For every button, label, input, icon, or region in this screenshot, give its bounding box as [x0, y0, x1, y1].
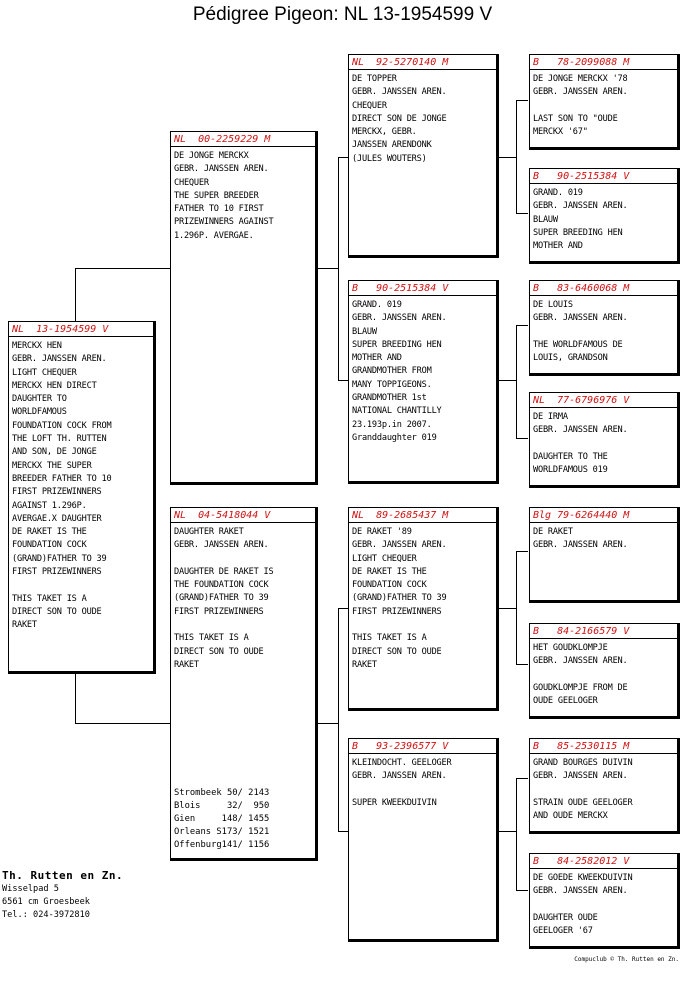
race-result-row — [174, 800, 269, 813]
pigeon-card-great-grandparent-5 — [529, 507, 680, 603]
ring-number: B 90-2515384 V — [349, 282, 496, 296]
pigeon-card-great-grandparent-8 — [529, 853, 680, 949]
connector-line — [75, 268, 171, 269]
ring-number: B 84-2166579 V — [530, 625, 677, 639]
owner-info — [2, 868, 123, 922]
pigeon-description: DE IRMA GEBR. JANSSEN AREN. DAUGHTER TO THE WORLDFAMOUS 019 — [533, 412, 628, 476]
owner-city: 6561 cm Groesbeek — [2, 897, 90, 907]
pigeon-card-grandparent-3 — [348, 507, 499, 711]
ring-number: NL 77-6796976 V — [530, 394, 677, 408]
connector-line — [338, 608, 339, 831]
pigeon-card-sire — [170, 131, 318, 485]
race-result-row — [174, 813, 269, 826]
pigeon-description: DE JONGE MERCKX '78 GEBR. JANSSEN AREN. LAST SON TO "OUDE MERCKX '67" — [533, 74, 628, 138]
ring-number: B 78-2099088 M — [530, 56, 677, 70]
connector-line — [516, 778, 528, 779]
connector-line — [338, 157, 339, 380]
connector-line — [75, 268, 76, 322]
ring-number: B 84-2582012 V — [530, 855, 677, 869]
race-result: 32/ 950 — [221, 801, 270, 811]
race-result-row — [174, 826, 269, 839]
owner-phone: Tel.: 024-3972810 — [2, 910, 90, 920]
pigeon-description: GRAND BOURGES DUIVIN GEBR. JANSSEN AREN. STRAIN OUDE GEELOGER AND OUDE MERCKX — [533, 758, 633, 822]
race-result: 148/ 1455 — [221, 814, 270, 824]
ring-number: B 85-2530115 M — [530, 740, 677, 754]
race-result-row — [174, 839, 269, 852]
connector-line — [497, 608, 516, 609]
pigeon-description: DE JONGE MERCKX GEBR. JANSSEN AREN. CHEQUER THE SUPER BREEDER FATHER TO 10 FIRST PRIZEWINNERS AGAINST 1.296P. AVERGAE. — [174, 151, 274, 241]
connector-line — [497, 831, 516, 832]
pigeon-description: HET GOUDKLOMPJE GEBR. JANSSEN AREN. GOUDKLOMPJE FROM DE OUDE GEELOGER — [533, 643, 628, 707]
pigeon-description: MERCKX HEN GEBR. JANSSEN AREN. LIGHT CHEQUER MERCKX HEN DIRECT DAUGHTER TO WORLDFAMOUS FOUNDATION COCK FROM THE LOFT TH. RUTTEN AND SON, DE JONGE MERCKX THE SUPER BREEDER FATHER TO 10 FIRST PRIZEWINNERS AGAINST 1.296P. AVERGAE.X DAUGHTER DE RAKET IS THE FOUNDATION COCK (GRAND)FATHER TO 39 FIRST PRIZEWINNERS THIS TAKET IS A DIRECT SON TO OUDE RAKET — [12, 341, 112, 631]
race-result-row — [174, 787, 269, 800]
pigeon-card-great-grandparent-4 — [529, 392, 680, 488]
pigeon-card-grandparent-1 — [348, 54, 499, 258]
connector-line — [516, 438, 528, 439]
connector-line — [516, 325, 528, 326]
connector-line — [516, 325, 517, 438]
pigeon-description: DE LOUIS GEBR. JANSSEN AREN. THE WORLDFAMOUS DE LOUIS, GRANDSON — [533, 300, 628, 364]
ring-number: NL 89-2685437 M — [349, 509, 496, 523]
pigeon-card-great-grandparent-2 — [529, 168, 680, 264]
pigeon-description: DE RAKET '89 GEBR. JANSSEN AREN. LIGHT CHEQUER DE RAKET IS THE FOUNDATION COCK (GRAND)FATHER TO 39 FIRST PRIZEWINNERS THIS TAKET IS A DIRECT SON TO OUDE RAKET — [352, 527, 447, 670]
ring-number: B 93-2396577 V — [349, 740, 496, 754]
connector-line — [516, 551, 528, 552]
ring-number: NL 92-5270140 M — [349, 56, 496, 70]
connector-line — [497, 157, 516, 158]
ring-number: NL 13-1954599 V — [9, 323, 153, 337]
connector-line — [516, 100, 528, 101]
pigeon-description: DE GOEDE KWEEKDUIVIN GEBR. JANSSEN AREN. DAUGHTER OUDE GEELOGER '67 — [533, 873, 633, 937]
footer-credit: Compuclub © Th. Rutten en Zn. — [574, 956, 679, 963]
owner-street: Wisselpad 5 — [2, 884, 59, 894]
pigeon-description: GRAND. 019 GEBR. JANSSEN AREN. BLAUW SUPER BREEDING HEN MOTHER AND — [533, 188, 628, 252]
pigeon-card-grandparent-2 — [348, 280, 499, 484]
ring-number: NL 00-2259229 M — [171, 133, 315, 147]
pigeon-description: DE RAKET GEBR. JANSSEN AREN. — [533, 527, 628, 551]
pigeon-card-subject — [8, 321, 156, 674]
connector-line — [497, 380, 516, 381]
race-result: 173/ 1521 — [221, 827, 270, 837]
ring-number: B 90-2515384 V — [530, 170, 677, 184]
connector-line — [516, 664, 528, 665]
connector-line — [516, 551, 517, 664]
pigeon-card-grandparent-4 — [348, 738, 499, 942]
ring-number: Blg 79-6264440 M — [530, 509, 677, 523]
pigeon-card-great-grandparent-1 — [529, 54, 680, 150]
connector-line — [516, 100, 517, 213]
race-place: Offenburg — [174, 840, 222, 850]
race-result: 141/ 1156 — [221, 840, 270, 850]
pigeon-card-dam — [170, 507, 318, 861]
connector-line — [516, 213, 528, 214]
connector-line — [75, 723, 171, 724]
pigeon-description: GRAND. 019 GEBR. JANSSEN AREN. BLAUW SUPER BREEDING HEN MOTHER AND GRANDMOTHER FROM MANY TOPPIGEONS. GRANDMOTHER 1st NATIONAL CHANTILLY 23.193p.in 2007. Granddaughter 019 — [352, 300, 447, 443]
connector-line — [516, 778, 517, 890]
race-place: Strombeek — [174, 788, 222, 798]
connector-line — [75, 673, 76, 723]
ring-number: NL 04-5418044 V — [171, 509, 315, 523]
pigeon-card-great-grandparent-7 — [529, 738, 680, 834]
race-result: 50/ 2143 — [221, 788, 270, 798]
page-title: Pédigree Pigeon: NL 13-1954599 V — [192, 4, 493, 25]
connector-line — [316, 723, 338, 724]
race-results — [174, 787, 269, 852]
race-place: Blois — [174, 801, 201, 811]
pigeon-card-great-grandparent-3 — [529, 280, 680, 376]
pigeon-description: KLEINDOCHT. GEELOGER GEBR. JANSSEN AREN. SUPER KWEEKDUIVIN — [352, 758, 452, 808]
pigeon-card-great-grandparent-6 — [529, 623, 680, 719]
race-place: Orleans S — [174, 827, 222, 837]
owner-name: Th. Rutten en Zn. — [2, 869, 124, 882]
connector-line — [516, 890, 528, 891]
ring-number: B 83-6460068 M — [530, 282, 677, 296]
pigeon-description: DAUGHTER RAKET GEBR. JANSSEN AREN. DAUGHTER DE RAKET IS THE FOUNDATION COCK (GRAND)FATHER TO 39 FIRST PRIZEWINNERS THIS TAKET IS A DIRECT SON TO OUDE RAKET — [174, 527, 274, 670]
race-place: Gien — [174, 814, 196, 824]
pigeon-description: DE TOPPER GEBR. JANSSEN AREN. CHEQUER DIRECT SON DE JONGE MERCKX, GEBR. JANSSEN ARENDONK (JULES WOUTERS) — [352, 74, 447, 164]
connector-line — [316, 268, 338, 269]
